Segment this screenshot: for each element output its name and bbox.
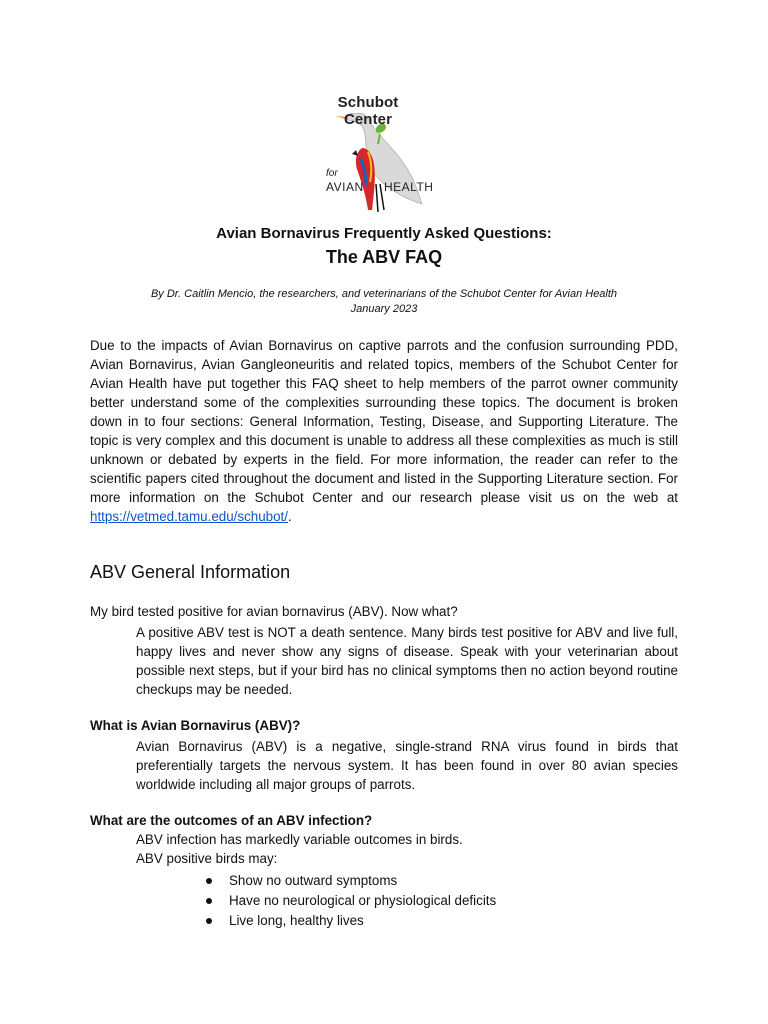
byline-authors: By Dr. Caitlin Mencio, the researchers, and veterinarians of the Schubot Center for Avian Health: [150, 288, 618, 300]
bullet-icon: [206, 918, 212, 924]
document-title-line2: The ABV FAQ: [325, 247, 443, 267]
logo-title: Schubot Center: [337, 94, 399, 128]
list-item: Show no outward symptoms: [200, 871, 496, 891]
byline-date: January 2023: [350, 303, 418, 315]
intro-paragraph: [90, 336, 678, 526]
section-heading: ABV General Information: [90, 562, 291, 582]
intro-text: Due to the impacts of Avian Bornavirus on captive parrots and the confusion surrounding PDD, Avian Bornavirus, Avian Gangleoneuritis and related topics, members of the Schubot Center for Avian Health have put together this FAQ sheet to help members of the parrot owner community better understand some of the complexities surrounding these topics. The document is broken down in to four sections: General Information, Testing, Disease, and Supporting Literature. The topic is very complex and this document is unable to address all these complexities as much is still unknown or debated by experts in the field. For more information, the reader can refer to the scientific papers cited throughout the document and listed in the Supporting Literature section. For more information on the Schubot Center and our research please visit us on the web at: [90, 338, 678, 505]
faq-answer-3-line1: ABV infection has markedly variable outcomes in birds.: [136, 832, 463, 847]
faq-answer-3-line2: ABV positive birds may:: [136, 851, 278, 866]
intro-end: .: [288, 509, 292, 524]
schubot-center-logo: [318, 92, 448, 220]
list-item: Live long, healthy lives: [200, 911, 496, 931]
logo-health: HEALTH: [384, 180, 434, 194]
list-item: Have no neurological or physiological deficits: [200, 891, 496, 911]
bullet-icon: [206, 878, 212, 884]
outcomes-list: [200, 871, 496, 931]
faq-answer-2: Avian Bornavirus (ABV) is a negative, single-strand RNA virus found in birds that preferentially targets the nervous system. It has been found in over 80 avian species worldwide including all major groups of parrots.: [136, 739, 678, 792]
byline: [0, 287, 768, 317]
logo-for: for: [326, 168, 338, 179]
document-title-line1: Avian Bornavirus Frequently Asked Questions:: [216, 225, 552, 242]
logo-avian: AVIAN: [326, 180, 364, 194]
faq-question-1: My bird tested positive for avian bornavirus (ABV). Now what?: [90, 604, 458, 619]
faq-answer-1: A positive ABV test is NOT a death sentence. Many birds test positive for ABV and live full, happy lives and never show any signs of disease. Speak with your veterinarian about possible next steps, but if your bird has no clinical symptoms then no action beyond routine checkups may be needed.: [136, 625, 678, 697]
schubot-website-link[interactable]: https://vetmed.tamu.edu/schubot/: [90, 509, 288, 524]
faq-question-3: What are the outcomes of an ABV infection?: [90, 813, 373, 828]
bullet-icon: [206, 898, 212, 904]
faq-question-2: What is Avian Bornavirus (ABV)?: [90, 718, 301, 733]
